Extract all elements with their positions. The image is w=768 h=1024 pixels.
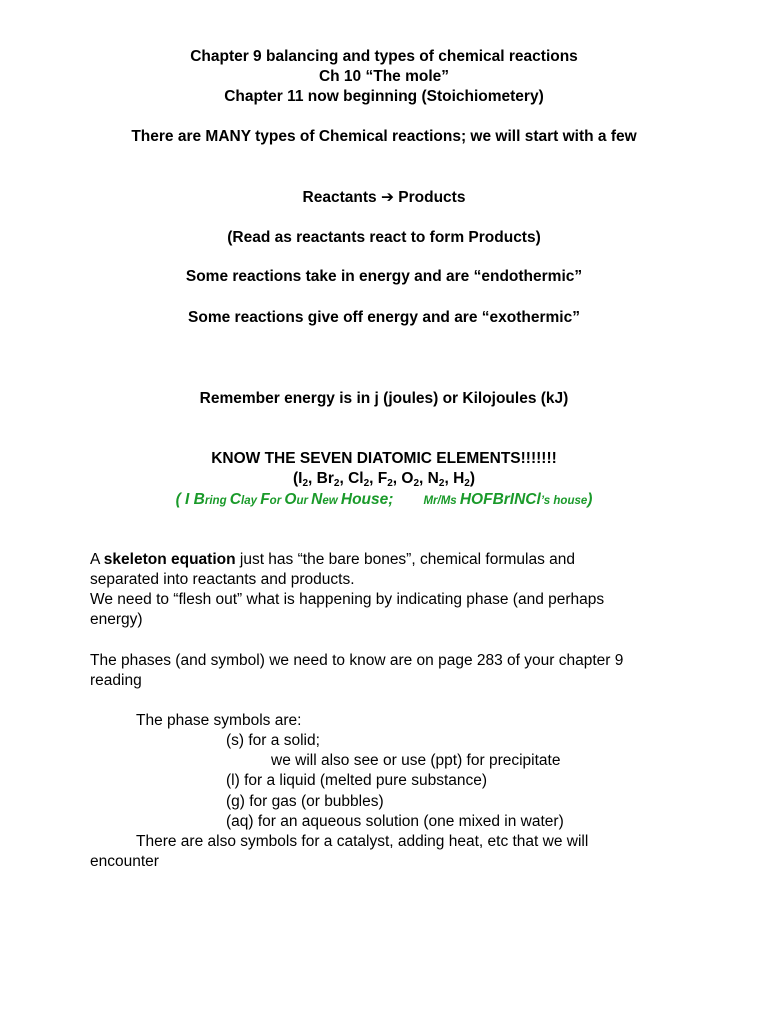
phase-gas: (g) for gas (or bubbles) (226, 793, 384, 810)
read-as-text: (Read as reactants react to form Products) (227, 229, 541, 246)
reaction-line (0, 189, 768, 207)
chapter-11-title: Chapter 11 now beginning (Stoichiometery) (224, 88, 544, 105)
chapter-9-title: Chapter 9 balancing and types of chemical reactions (190, 48, 578, 65)
energy-units-text: Remember energy is in j (joules) or Kilojoules (kJ) (199, 390, 569, 407)
phases-intro-line-2: reading (90, 672, 142, 689)
skeleton-line-3: We need to “flesh out” what is happening by indicating phase (and perhaps (90, 591, 605, 608)
element-i: $I_2$ (298, 470, 309, 489)
phase-aqueous: (aq) for an aqueous solution (one mixed in water) (226, 813, 564, 830)
element-cl: $Cl_2$ (348, 470, 370, 489)
other-symbols-line-2: encounter (90, 853, 159, 870)
element-f: $F_2$ (377, 470, 393, 489)
chapter-10-title: Ch 10 “The mole” (318, 68, 450, 85)
phase-liquid: (l) for a liquid (melted pure substance) (226, 772, 488, 789)
element-h: $H_2$ (453, 470, 470, 489)
exothermic-text: Some reactions give off energy and are “exothermic” (188, 309, 580, 326)
skeleton-line-1: A skeleton equation just has “the bare bones”, chemical formulas and (90, 551, 576, 568)
reactants-label: Reactants (302, 189, 377, 206)
diatomic-elements-list: ($I_2$, $Br_2$, $Cl_2$, $F_2$, $O_2$, $N_2$, $H_2$) (292, 470, 475, 489)
element-br: $Br_2$ (316, 470, 340, 489)
endothermic-text: Some reactions take in energy and are “endothermic” (185, 268, 583, 285)
element-o: $O_2$ (401, 470, 420, 489)
products-label: Products (398, 189, 466, 206)
intro-text: There are MANY types of Chemical reactions; we will start with a few (131, 128, 637, 145)
skeleton-line-2: separated into reactants and products. (90, 571, 355, 588)
phase-symbols-heading: The phase symbols are: (136, 712, 302, 729)
phase-solid: (s) for a solid; (226, 732, 320, 749)
element-n: $N_2$ (427, 470, 445, 489)
skeleton-line-4: energy) (90, 611, 143, 628)
phase-precipitate: we will also see or use (ppt) for precipitate (271, 752, 561, 769)
other-symbols-line-1: There are also symbols for a catalyst, adding heat, etc that we will (136, 833, 589, 850)
skeleton-equation-term: skeleton equation (103, 551, 236, 568)
phases-intro-line-1: The phases (and symbol) we need to know are on page 283 of your chapter 9 (90, 652, 624, 669)
diatomic-heading: KNOW THE SEVEN DIATOMIC ELEMENTS!!!!!!! (211, 450, 557, 467)
diatomic-mnemonic: ( I Bring Clay For Our New House; Mr/Ms HOFBrINCl’s house) (175, 491, 593, 508)
right-arrow-icon: ➔ (380, 189, 394, 206)
